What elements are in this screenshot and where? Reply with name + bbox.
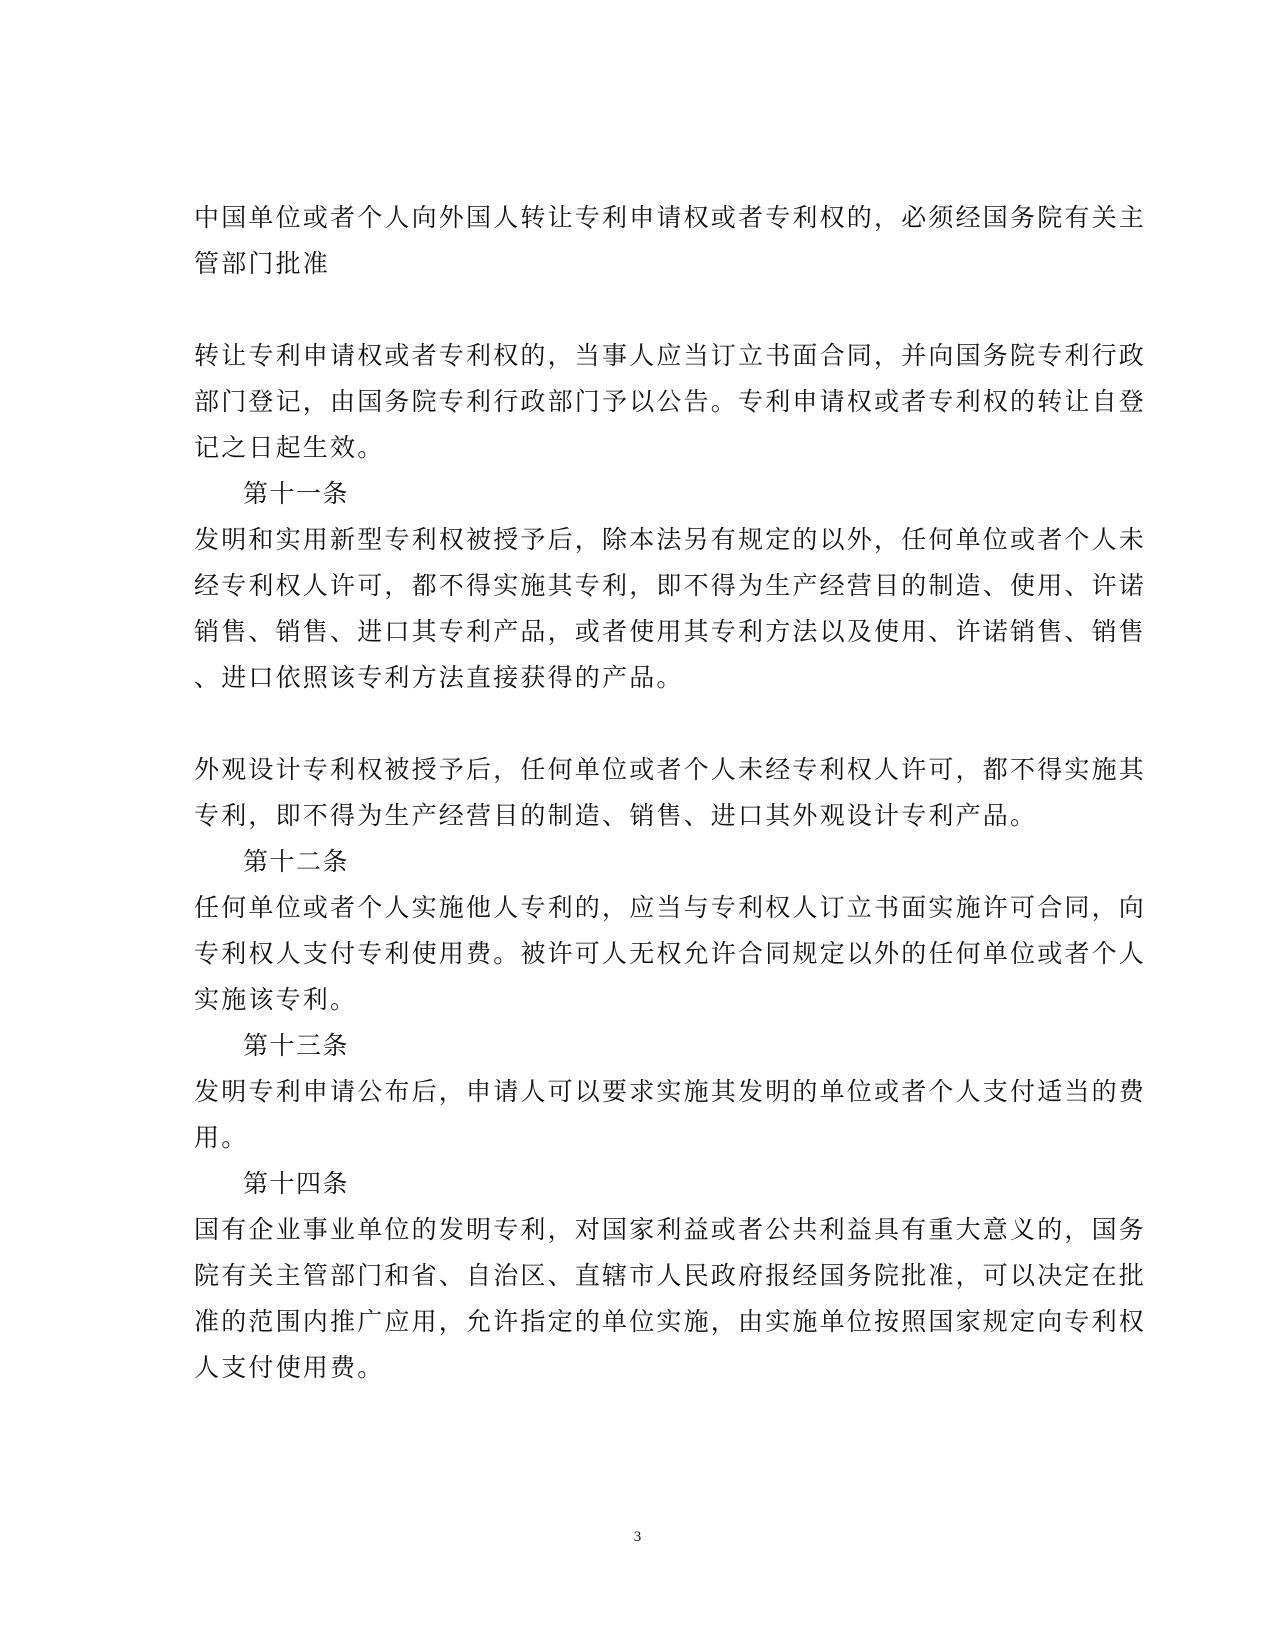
article-heading: 第十四条 [243, 1169, 350, 1198]
text-line: 用。 [194, 1123, 249, 1152]
text-line: 部门登记，由国务院专利行政部门予以公告。专利申请权或者专利权的转让自登 [194, 387, 1147, 416]
article-heading: 第十二条 [243, 847, 350, 876]
text-line: 发明和实用新型专利权被授予后，除本法另有规定的以外，任何单位或者个人未 [194, 525, 1147, 554]
text-line: 院有关主管部门和省、自治区、直辖市人民政府报经国务院批准，可以决定在批 [194, 1261, 1147, 1290]
text-line: 经专利权人许可，都不得实施其专利，即不得为生产经营目的制造、使用、许诺 [194, 571, 1147, 600]
text-line: 发明专利申请公布后，申请人可以要求实施其发明的单位或者个人支付适当的费 [194, 1077, 1147, 1106]
text-line: 专利权人支付专利使用费。被许可人无权允许合同规定以外的任何单位或者个人 [194, 939, 1147, 968]
text-line: 管部门批准 [194, 249, 331, 278]
text-line: 国有企业事业单位的发明专利，对国家利益或者公共利益具有重大意义的，国务 [194, 1215, 1147, 1244]
page-number: 3 [633, 1529, 642, 1545]
text-line: 中国单位或者个人向外国人转让专利申请权或者专利权的，必须经国务院有关主 [194, 203, 1147, 232]
text-line: 外观设计专利权被授予后，任何单位或者个人未经专利权人许可，都不得实施其 [194, 755, 1147, 784]
text-line: 实施该专利。 [194, 985, 358, 1014]
article-heading: 第十一条 [243, 479, 350, 508]
text-line: 转让专利申请权或者专利权的，当事人应当订立书面合同，并向国务院专利行政 [194, 341, 1147, 370]
text-line: 专利，即不得为生产经营目的制造、销售、进口其外观设计专利产品。 [194, 801, 1038, 830]
text-line: 记之日起生效。 [194, 433, 385, 462]
text-line: 销售、销售、进口其专利产品，或者使用其专利方法以及使用、许诺销售、销售 [194, 617, 1147, 646]
text-line: 任何单位或者个人实施他人专利的，应当与专利权人订立书面实施许可合同，向 [194, 893, 1147, 922]
text-line: 准的范围内推广应用，允许指定的单位实施，由实施单位按照国家规定向专利权 [194, 1307, 1147, 1336]
article-heading: 第十三条 [243, 1031, 350, 1060]
text-line: 、进口依照该专利方法直接获得的产品。 [194, 663, 684, 692]
text-line: 人支付使用费。 [194, 1353, 385, 1382]
